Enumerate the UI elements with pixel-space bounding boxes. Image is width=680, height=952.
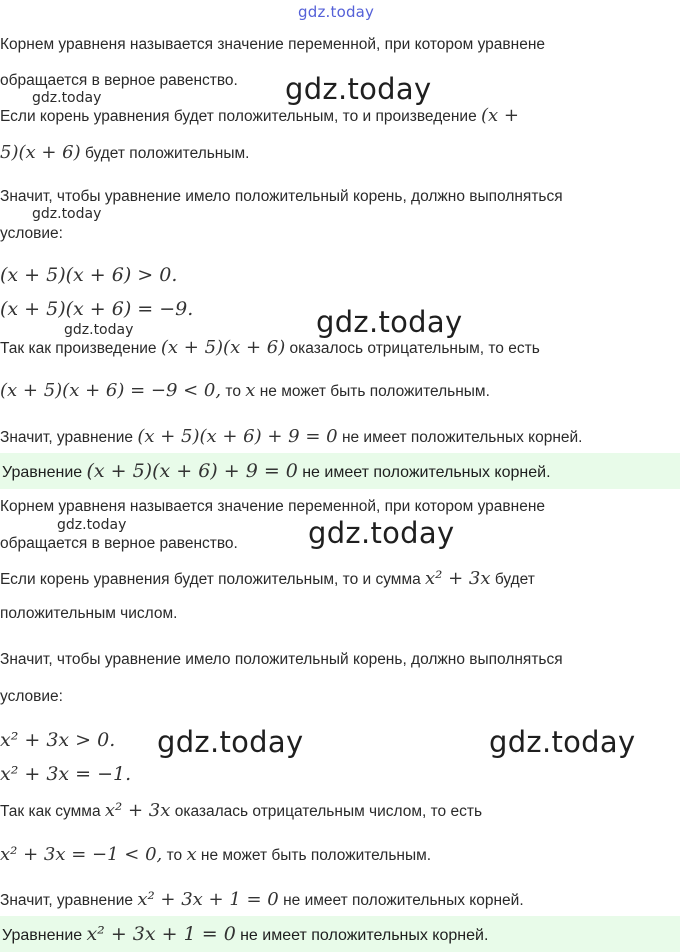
paragraph-line	[0, 337, 680, 358]
math-expression: (x + 5)(x + 6) + 9 = 0	[137, 426, 338, 447]
text: оказалась отрицательным числом, то есть	[174, 803, 483, 820]
text: Значит, уравнение	[0, 429, 133, 446]
watermark-small: gdz.today	[64, 322, 134, 338]
math-expression: x² + 3x	[425, 568, 491, 589]
paragraph-line	[0, 36, 680, 54]
text: Если корень уравнения будет положительным, то и произведение	[0, 108, 477, 125]
math-variable: x	[245, 380, 256, 401]
math-expression: (x + 5)(x + 6) = −9 < 0,	[0, 380, 222, 401]
paragraph-line	[0, 889, 680, 910]
paragraph-line	[0, 535, 680, 553]
paragraph-line	[0, 72, 680, 90]
text: Так как произведение	[0, 340, 157, 357]
math-expression: x² + 3x = −1.	[0, 763, 132, 785]
text: не имеет положительных корней.	[283, 892, 524, 909]
text: будет	[494, 571, 535, 588]
paragraph-line	[0, 105, 680, 126]
math-line	[0, 298, 680, 320]
text: обращается в верное равенство.	[0, 535, 238, 552]
paragraph-line	[0, 844, 680, 865]
text: условие:	[0, 225, 63, 242]
text: Корнем уравненя называется значение переменной, при котором уравнене	[0, 36, 546, 53]
text: Уравнение	[2, 464, 83, 481]
text: Значит, чтобы уравнение имело положительный корень, должно выполняться	[0, 651, 563, 668]
watermark-large: gdz.today	[285, 72, 432, 106]
paragraph-line	[0, 800, 680, 821]
math-expression: (x + 5)(x + 6) = −9.	[0, 298, 194, 320]
answer-box	[0, 453, 680, 489]
math-line	[0, 264, 680, 286]
text: не может быть положительным.	[200, 847, 432, 864]
math-expression: x² + 3x > 0.	[0, 729, 116, 751]
watermark-large: gdz.today	[308, 516, 455, 550]
answer-line	[0, 460, 680, 482]
paragraph-line	[0, 142, 680, 163]
paragraph-line	[0, 188, 680, 206]
watermark-small: gdz.today	[57, 517, 127, 533]
text: Значит, чтобы уравнение имело положительный корень, должно выполняться	[0, 188, 563, 205]
paragraph-line	[0, 426, 680, 447]
paragraph-line	[0, 380, 680, 401]
watermark-small: gdz.today	[32, 206, 102, 222]
text: оказалось отрицательным, то есть	[289, 340, 540, 357]
text: обращается в верное равенство.	[0, 72, 238, 89]
math-expression: x² + 3x + 1 = 0	[86, 923, 236, 945]
text: то	[166, 847, 183, 864]
text: Корнем уравненя называется значение переменной, при котором уравнене	[0, 498, 546, 515]
text: то	[225, 383, 241, 400]
paragraph-line	[0, 225, 680, 243]
paragraph-line	[0, 605, 680, 623]
text: Значит, уравнение	[0, 892, 133, 909]
math-expression: 5)(x + 6)	[0, 142, 81, 163]
text: Так как сумма	[0, 803, 101, 820]
text: не имеет положительных корней.	[302, 464, 551, 481]
math-expression: (x + 5)(x + 6) + 9 = 0	[86, 460, 298, 482]
text: не имеет положительных корней.	[341, 429, 583, 446]
text: Если корень уравнения будет положительным, то и сумма	[0, 571, 421, 588]
math-expression: (x + 5)(x + 6) > 0.	[0, 264, 178, 286]
math-expression: x² + 3x	[104, 800, 171, 821]
math-line	[0, 763, 680, 785]
answer-box	[0, 916, 680, 952]
math-expression: (x +	[481, 105, 519, 126]
answer-line	[0, 923, 680, 945]
math-variable: x	[186, 844, 197, 865]
text: будет положительным.	[84, 145, 250, 162]
text: положительным числом.	[0, 605, 178, 622]
text: не имеет положительных корней.	[240, 927, 489, 944]
watermark-large: gdz.today	[316, 305, 463, 339]
math-expression: (x + 5)(x + 6)	[160, 337, 286, 358]
watermark-large: gdz.today	[489, 725, 636, 759]
watermark-small: gdz.today	[32, 90, 102, 106]
paragraph-line	[0, 688, 680, 706]
watermark-large: gdz.today	[157, 725, 304, 759]
watermark-top: gdz.today	[298, 3, 375, 21]
math-expression: x² + 3x = −1 < 0,	[0, 844, 163, 865]
text: не может быть положительным.	[259, 383, 490, 400]
math-line	[0, 729, 680, 751]
paragraph-line	[0, 651, 680, 669]
text: Уравнение	[2, 927, 83, 944]
paragraph-line	[0, 568, 680, 589]
text: условие:	[0, 688, 63, 705]
paragraph-line	[0, 498, 680, 516]
math-expression: x² + 3x + 1 = 0	[137, 889, 279, 910]
